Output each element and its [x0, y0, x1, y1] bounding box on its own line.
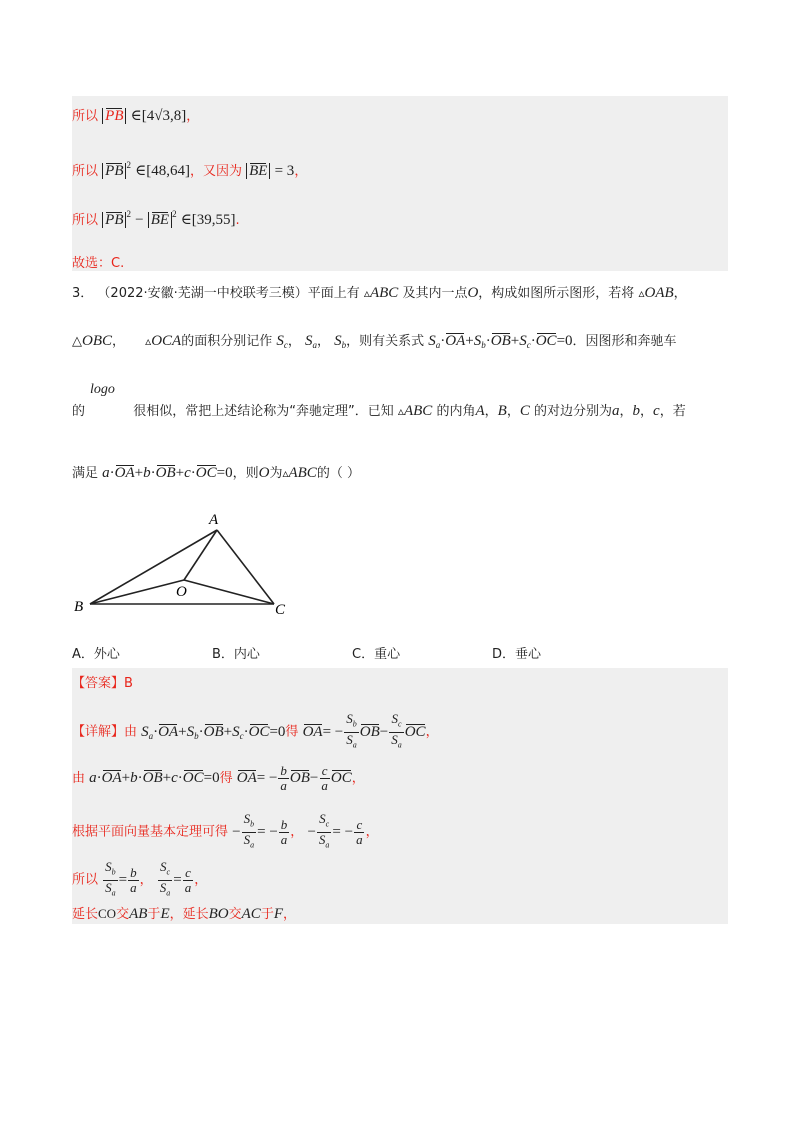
answer-tag-line: 【答案】B — [72, 676, 133, 691]
question-line-4: 满足 a·OA+b·OB+c·OC=0，则O为▵ABC的（ ） — [72, 465, 360, 481]
logo-label: logo — [90, 382, 115, 397]
detail-line-5: 延长CO交AB于E，延长BO交AC于F， — [72, 906, 297, 922]
detail-line-4: 所以 $\frac{S_b}{S_a}$ = $\frac{b}{a}$ ， $\frac{S_c}{S_a}$ = $\frac{c}{a}$ ， — [72, 859, 208, 898]
solution-line-3: 所以 PB $^2$ − BE $^2$ ∈[39,55]. — [72, 209, 240, 228]
range-expr-1: ∈[4√3,8] — [130, 108, 187, 124]
triangle-figure — [70, 508, 310, 618]
option-a[interactable]: A．外心 — [72, 647, 120, 662]
vertex-label-a: A — [209, 512, 219, 528]
solution-line-2: 所以 PB $^2$ ∈[48,64]，又因为 BE = 3， — [72, 160, 308, 179]
option-b[interactable]: B．内心 — [212, 647, 260, 662]
question-line-1: 3． （2022·安徽·芜湖一中校联考三模）平面上有 ▵ABC 及其内一点O，构成如图所示图形，若将 ▵OAB， — [72, 285, 687, 301]
detail-line-3: 根据平面向量基本定理可得 − $\frac{S_b}{S_a}$ = − $\frac{b}{a}$ ， − $\frac{S_c}{S_a}$ = − $\frac{c}{a}$ ， — [72, 811, 379, 850]
option-c[interactable]: C．重心 — [352, 647, 401, 662]
answer-line: 故选：C. — [72, 256, 125, 271]
point-label-o: O — [176, 584, 187, 600]
vertex-label-b: B — [74, 599, 84, 615]
detail-line-2: 由 a·OA+b·OB+c·OC=0得 OA= − $\frac{b}{a}$ OB− $\frac{c}{a}$ OC， — [72, 763, 365, 793]
question-line-3: 的 很相似，常把上述结论称为“奔驰定理”．已知 ▵ABC 的内角A，B，C 的对边分别为a，b，c，若 — [72, 403, 686, 419]
detail-line-1: 【详解】由 $S_a\cdot OA+S_b\cdot OB+S_c\cdot OC=0$得 OA= − $\frac{S_b}{S_a}$ OB− $\frac{S_c}{S_a}$ OC， — [72, 711, 439, 750]
vertex-label-c: C — [275, 602, 286, 618]
solution-line-1: 所以 PB ∈[4√3,8]， — [72, 108, 200, 124]
option-d[interactable]: D．垂心 — [492, 647, 542, 662]
question-line-2: △OBC， ▵OCA的面积分别记作 $S_c$， $S_a$， $S_b$，则有关系式 $S_a\cdot OA+S_b\cdot OB+S_c\cdot OC=0$．因图形和奔驰车 — [72, 333, 677, 350]
